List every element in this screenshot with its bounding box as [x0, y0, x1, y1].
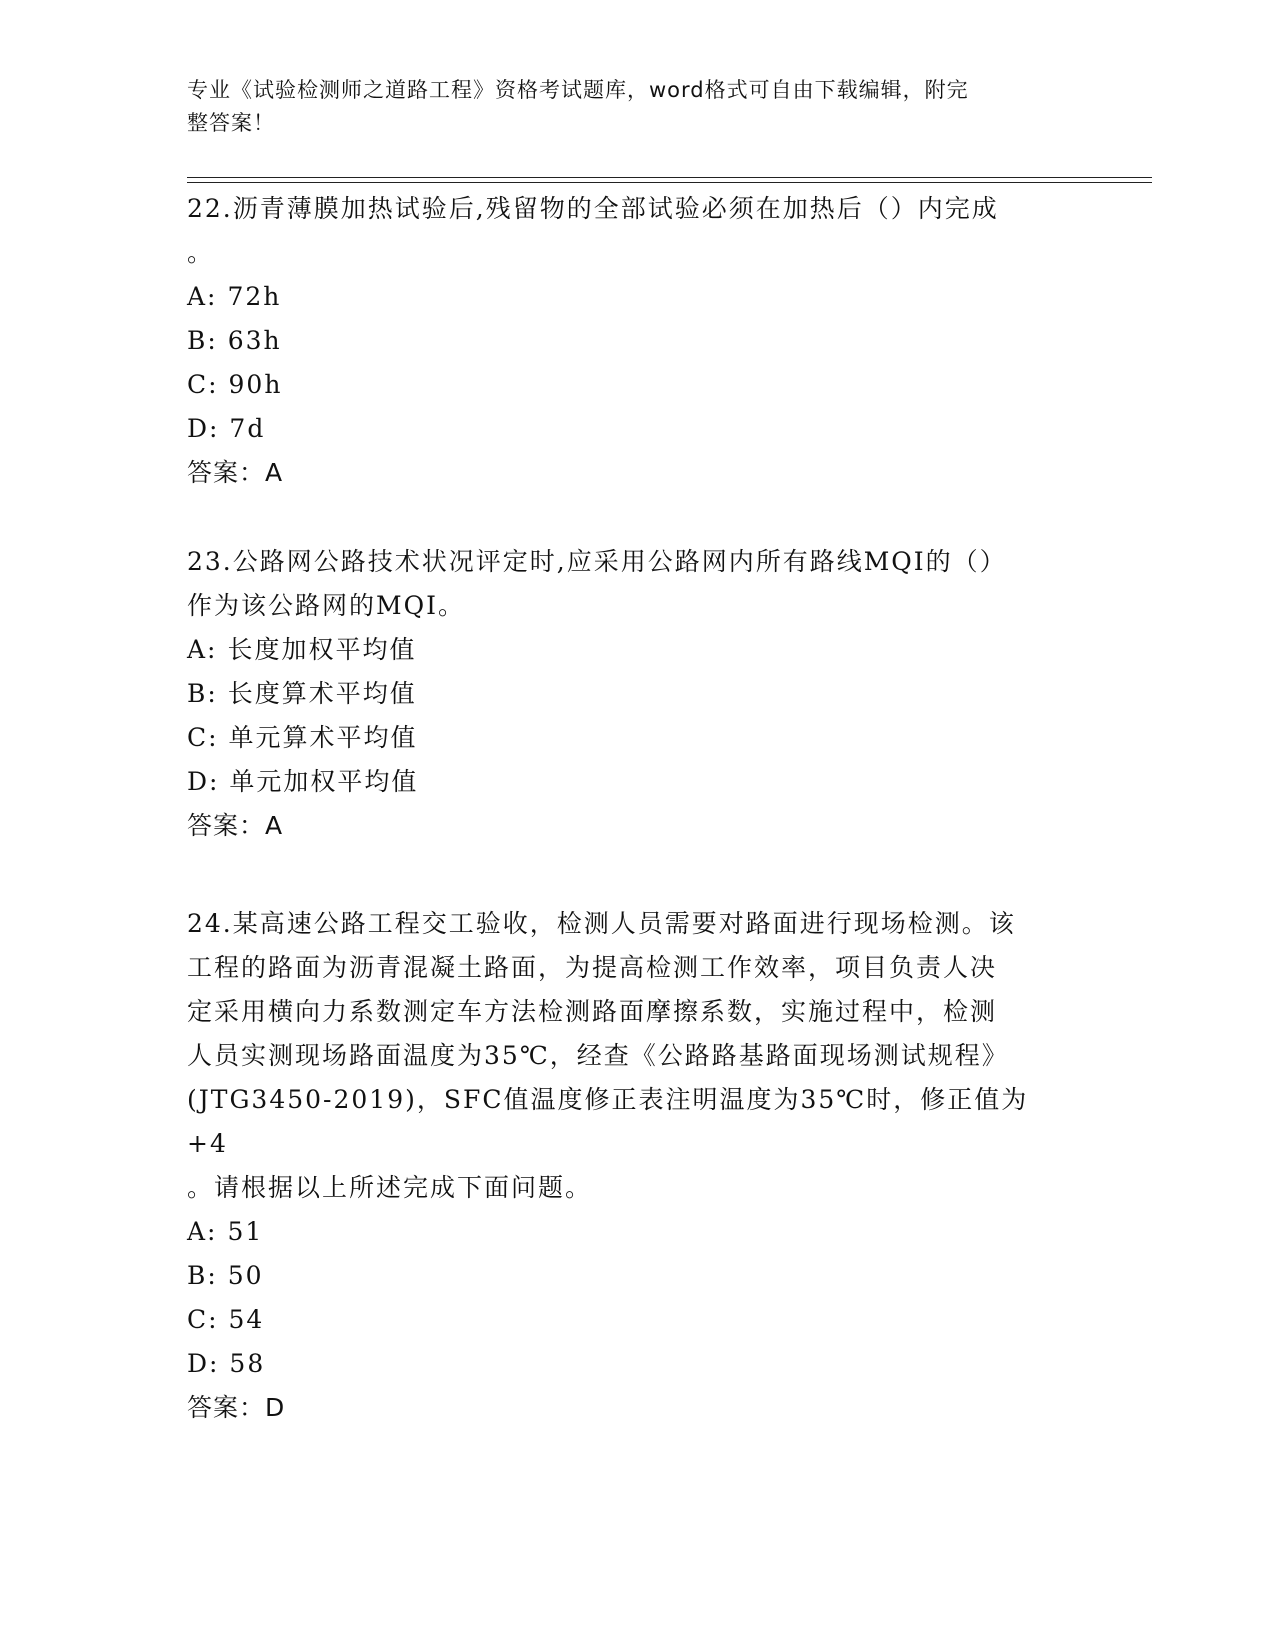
- option-text: 50: [227, 1261, 264, 1290]
- question-stem-line: 23.公路网公路技术状况评定时,应采用公路网内所有路线MQI的（）: [187, 547, 1007, 576]
- option-a: [187, 1210, 1067, 1254]
- question-24: [187, 902, 1067, 1430]
- header-divider-bottom: [187, 182, 1152, 183]
- option-key: C:: [187, 723, 219, 752]
- option-key: B:: [187, 679, 218, 708]
- option-d: [187, 407, 1067, 451]
- option-text: 63h: [227, 326, 282, 355]
- option-key: D:: [187, 1349, 220, 1378]
- option-c: [187, 363, 1067, 407]
- option-text: 单元算术平均值: [228, 723, 418, 752]
- option-b: [187, 672, 1067, 716]
- option-text: 72h: [227, 282, 282, 311]
- option-text: 长度算术平均值: [227, 679, 417, 708]
- option-a: [187, 628, 1067, 672]
- question-stem-line: 作为该公路网的MQI。: [187, 591, 465, 620]
- question-stem-line: 人员实测现场路面温度为35℃，经查《公路路基路面现场测试规程》: [187, 1041, 1009, 1070]
- option-b: [187, 1254, 1067, 1298]
- option-b: [187, 319, 1067, 363]
- option-d: [187, 1342, 1067, 1386]
- question-stem-line: 定采用横向力系数测定车方法检测路面摩擦系数，实施过程中，检测: [187, 997, 998, 1026]
- option-d: [187, 760, 1067, 804]
- header-line-2: 整答案！: [187, 111, 275, 135]
- question-23: [187, 540, 1067, 848]
- option-c: [187, 716, 1067, 760]
- question-stem-line: (JTG3450-2019)，SFC值温度修正表注明温度为35℃时，修正值为+4: [187, 1085, 1029, 1158]
- question-stem-line: 24.某高速公路工程交工验收，检测人员需要对路面进行现场检测。该: [187, 909, 1016, 938]
- answer-line: 答案：A: [187, 458, 284, 487]
- question-stem-line: 。: [187, 238, 215, 267]
- question-stem-line: 22.沥青薄膜加热试验后,残留物的全部试验必须在加热后（）内完成: [187, 194, 999, 223]
- option-key: D:: [187, 767, 220, 796]
- option-key: A:: [187, 635, 218, 664]
- question-stem-line: 。请根据以上所述完成下面问题。: [187, 1173, 593, 1202]
- option-text: 90h: [228, 370, 283, 399]
- option-key: B:: [187, 326, 218, 355]
- option-key: C:: [187, 1305, 219, 1334]
- option-key: D:: [187, 414, 220, 443]
- option-key: A:: [187, 1217, 218, 1246]
- option-text: 58: [229, 1349, 266, 1378]
- question-stem-line: 工程的路面为沥青混凝土路面，为提高检测工作效率，项目负责人决: [187, 953, 998, 982]
- answer-line: 答案：A: [187, 811, 284, 840]
- option-key: A:: [187, 282, 218, 311]
- header-line-1: 专业《试验检测师之道路工程》资格考试题库，word格式可自由下载编辑，附完: [187, 78, 969, 102]
- option-text: 长度加权平均值: [227, 635, 417, 664]
- document-header: [187, 74, 1067, 140]
- answer-line: 答案：D: [187, 1393, 286, 1422]
- question-22: [187, 187, 1067, 495]
- option-text: 51: [227, 1217, 264, 1246]
- option-c: [187, 1298, 1067, 1342]
- option-key: C:: [187, 370, 219, 399]
- option-text: 54: [228, 1305, 265, 1334]
- option-key: B:: [187, 1261, 218, 1290]
- option-a: [187, 275, 1067, 319]
- option-text: 单元加权平均值: [229, 767, 419, 796]
- header-divider-top: [187, 177, 1152, 178]
- option-text: 7d: [229, 414, 266, 443]
